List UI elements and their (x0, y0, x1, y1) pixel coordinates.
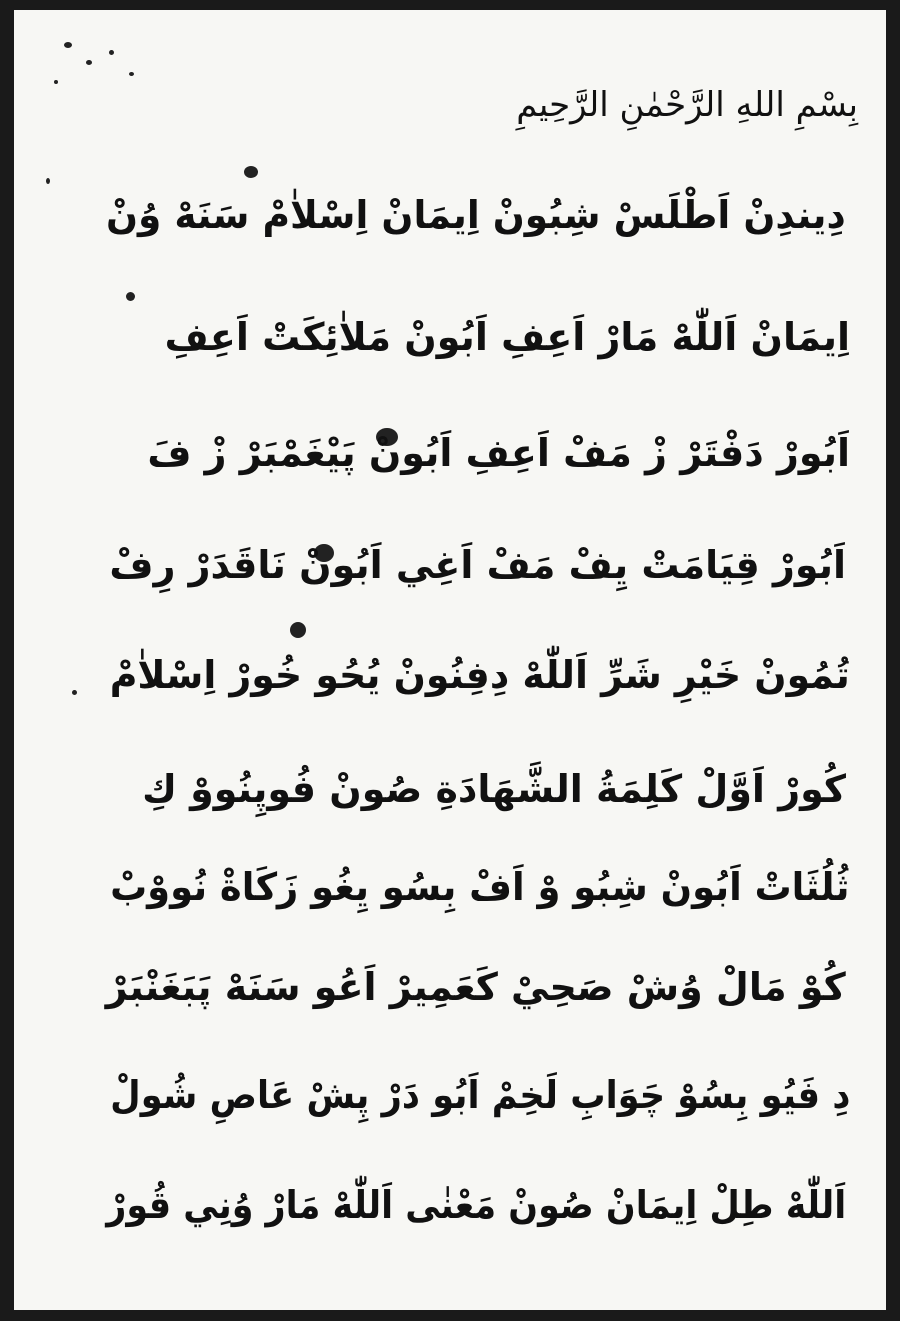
manuscript-line: كُورْ اَوَّلْ كَلِمَةُ الشَّهَادَةِ صُونْ فُوپِنُووْ كِ (142, 767, 846, 811)
manuscript-line: تُمُونْ خَيْرِ شَرِّ اَللّٰهْ دِفِنُونْ يُحُو خُورْ اِسْلاٰمْ (109, 653, 850, 697)
manuscript-line: دِ فَيُو بِسُوْ چَوَابِ لَخِمْ اَبُو دَرْ پِشْ عَاصِ شُولْ (109, 1073, 850, 1117)
manuscript-line: اِيمَانْ اَللّٰهْ مَارْ اَعِفِ اَبُونْ مَلاٰئِكَتْ اَعِفِ (164, 315, 850, 359)
manuscript-line: اَبُورْ دَفْتَرْ زْ مَفْ اَعِفِ اَبُونْ پَيْغَمْبَرْ زْ فَ (147, 431, 850, 475)
manuscript-line: اَللّٰهْ طِلْ اِيمَانْ صُونْ مَعْنٰى اَللّٰهْ مَارْ وُنِي قُورْ (106, 1183, 846, 1227)
manuscript-page (14, 10, 886, 1310)
manuscript-lines (14, 10, 886, 1310)
basmala-line: بِسْمِ اللهِ الرَّحْمٰنِ الرَّحِيمِ (516, 85, 858, 125)
manuscript-line: ثُلُثَاتْ اَبُونْ شِبُو وْ اَفْ بِسُو يِغُو زَكَاةْ نُووْبْ (110, 865, 850, 909)
manuscript-line: اَبُورْ قِيَامَتْ يِفْ مَفْ اَغِي اَبُونْ نَاقَدَرْ رِفْ (109, 543, 846, 587)
manuscript-line: دِيندِنْ اَطْلَسْ شِبُونْ اِيمَانْ اِسْلاٰمْ سَنَهْ وُنْ (106, 193, 846, 237)
manuscript-line: كُوْ مَالْ وُشْ صَحِيْ كَعَمِيرْ اَعُو سَنَهْ پَبَغَنْبَرْ (106, 965, 846, 1009)
